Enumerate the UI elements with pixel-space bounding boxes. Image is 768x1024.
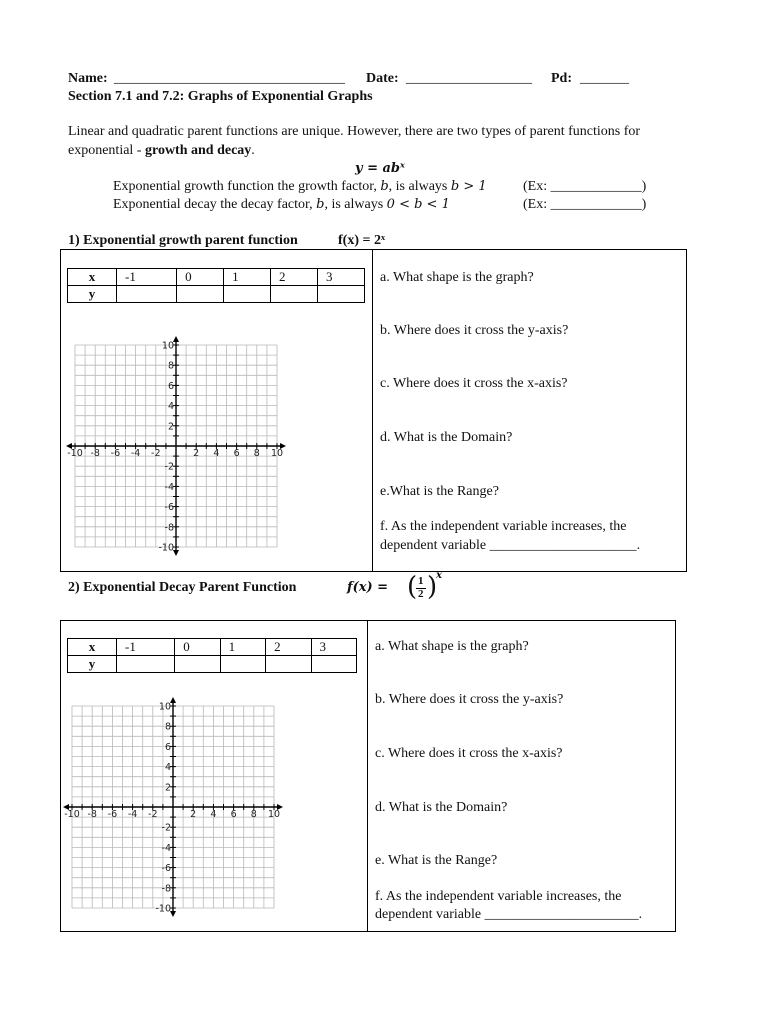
decay-example[interactable]: (Ex: _____________) <box>523 197 647 212</box>
section2-question-e: e. What is the Range? <box>375 853 498 868</box>
pd-field[interactable]: _______ <box>580 71 629 86</box>
close-paren: ) <box>427 572 438 602</box>
pd-label: Pd: <box>551 71 572 86</box>
section2-question-f-line1: f. As the independent variable increases, the <box>375 889 622 904</box>
x-tick-label: 8 <box>253 448 260 459</box>
x-tick-label: -10 <box>67 448 83 459</box>
y-tick-label: 4 <box>164 762 171 774</box>
name-label: Name: <box>68 71 108 86</box>
x-tick-label: -2 <box>151 448 161 459</box>
date-label: Date: <box>366 71 399 86</box>
y-tick-label: 4 <box>167 401 174 413</box>
intro-line-2-suffix: . <box>251 143 255 158</box>
name-field[interactable]: _________________________________ <box>114 71 345 86</box>
y-tick-label: -6 <box>164 502 174 514</box>
x-tick-label: -6 <box>110 448 121 459</box>
section1-function: f(x) = 2ˣ <box>338 233 385 248</box>
x-tick-label: 4 <box>213 448 220 459</box>
section1-question-e: e.What is the Range? <box>380 484 499 499</box>
section1-question-d: d. What is the Domain? <box>380 430 513 445</box>
intro-growth-decay: growth and decay <box>144 143 252 158</box>
y-tick-label: 10 <box>158 701 171 713</box>
x-tick-label: -8 <box>87 809 97 820</box>
section2-question-c: c. Where does it cross the x-axis? <box>375 746 563 761</box>
growth-mid: , is always <box>388 179 451 194</box>
section1-question-f-line2: dependent variable _____________________. <box>380 538 641 553</box>
y-tick-label: -2 <box>161 822 171 834</box>
x-tick-label: 6 <box>230 809 237 820</box>
fraction-numerator: 1 <box>418 575 424 587</box>
table-x-cell: 2 <box>266 639 311 656</box>
x-tick-label: 2 <box>193 448 200 459</box>
fraction-denominator: 2 <box>418 588 424 600</box>
table-x-header: x <box>68 269 117 286</box>
x-tick-label: -10 <box>64 809 80 820</box>
y-tick-label: -4 <box>164 481 174 493</box>
section2-function-lhs: f(x) = <box>347 580 389 595</box>
section2-title: 2) Exponential Decay Parent Function <box>68 580 297 595</box>
section-title: Section 7.1 and 7.2: Graphs of Exponential Graphs <box>68 89 373 104</box>
table-x-cell: -1 <box>117 269 177 286</box>
section1-question-b: b. Where does it cross the y-axis? <box>380 323 569 338</box>
decay-text: Exponential decay the decay factor, <box>113 197 317 212</box>
x-tick-label: -2 <box>148 809 158 820</box>
table-x-cell: 3 <box>311 639 357 656</box>
y-tick-label: 6 <box>164 741 171 753</box>
table-x-cell: 1 <box>220 639 265 656</box>
decay-var: b <box>316 197 325 212</box>
x-tick-label: -8 <box>90 448 100 459</box>
section1-question-a: a. What shape is the graph? <box>380 270 534 285</box>
y-tick-label: -10 <box>158 542 174 554</box>
section1-title: 1) Exponential growth parent function <box>68 233 298 248</box>
growth-text: Exponential growth function the growth factor, <box>113 179 381 194</box>
growth-var: b <box>380 179 389 194</box>
x-tick-label: -6 <box>107 809 118 820</box>
table-y-header: y <box>68 656 117 673</box>
table-y-header: y <box>68 286 117 303</box>
x-tick-label: 8 <box>250 809 257 820</box>
table-x-cell: -1 <box>117 639 175 656</box>
function-exponent: x <box>436 570 442 581</box>
section2-question-a: a. What shape is the graph? <box>375 639 529 654</box>
table-x-cell: 1 <box>224 269 271 286</box>
x-tick-label: 4 <box>210 809 217 820</box>
section2-question-f-line2: dependent variable ______________________. <box>375 907 643 922</box>
section1-question-c: c. Where does it cross the x-axis? <box>380 376 568 391</box>
intro-line-2-prefix: exponential - <box>68 143 145 158</box>
x-tick-label: 10 <box>267 809 281 820</box>
table-x-header: x <box>68 639 117 656</box>
y-tick-label: -8 <box>161 883 171 895</box>
exponential-formula: y = abˣ <box>355 161 405 176</box>
x-tick-label: -4 <box>127 809 138 820</box>
growth-example[interactable]: (Ex: _____________) <box>523 179 647 194</box>
table-x-cell: 0 <box>177 269 224 286</box>
table-x-cell: 3 <box>317 269 364 286</box>
decay-mid: , is always <box>324 197 387 212</box>
x-tick-label: 2 <box>190 809 197 820</box>
y-tick-label: -10 <box>155 903 171 915</box>
table-x-cell: 0 <box>175 639 220 656</box>
intro-line-1: Linear and quadratic parent functions are unique. However, there are two types of parent functions for <box>68 124 641 139</box>
decay-condition: 0 < b < 1 <box>386 197 450 212</box>
section2-question-d: d. What is the Domain? <box>375 800 508 815</box>
y-tick-label: -6 <box>161 863 171 875</box>
y-tick-label: 8 <box>164 721 171 733</box>
x-tick-label: 6 <box>233 448 240 459</box>
section2-question-b: b. Where does it cross the y-axis? <box>375 692 564 707</box>
table-x-cell: 2 <box>271 269 318 286</box>
x-tick-label: 10 <box>270 448 284 459</box>
date-field[interactable]: __________________ <box>406 71 532 86</box>
open-paren: ( <box>407 572 418 602</box>
y-tick-label: 2 <box>164 782 171 794</box>
y-tick-label: 2 <box>167 421 174 433</box>
growth-condition: b > 1 <box>450 179 487 194</box>
section1-question-f-line1: f. As the independent variable increases, the <box>380 519 627 534</box>
y-tick-label: -8 <box>164 522 174 534</box>
y-tick-label: -2 <box>164 461 174 473</box>
x-tick-label: -4 <box>130 448 141 459</box>
y-tick-label: 6 <box>167 380 174 392</box>
y-tick-label: -4 <box>161 842 171 854</box>
y-tick-label: 10 <box>161 340 174 352</box>
y-tick-label: 8 <box>167 360 174 372</box>
